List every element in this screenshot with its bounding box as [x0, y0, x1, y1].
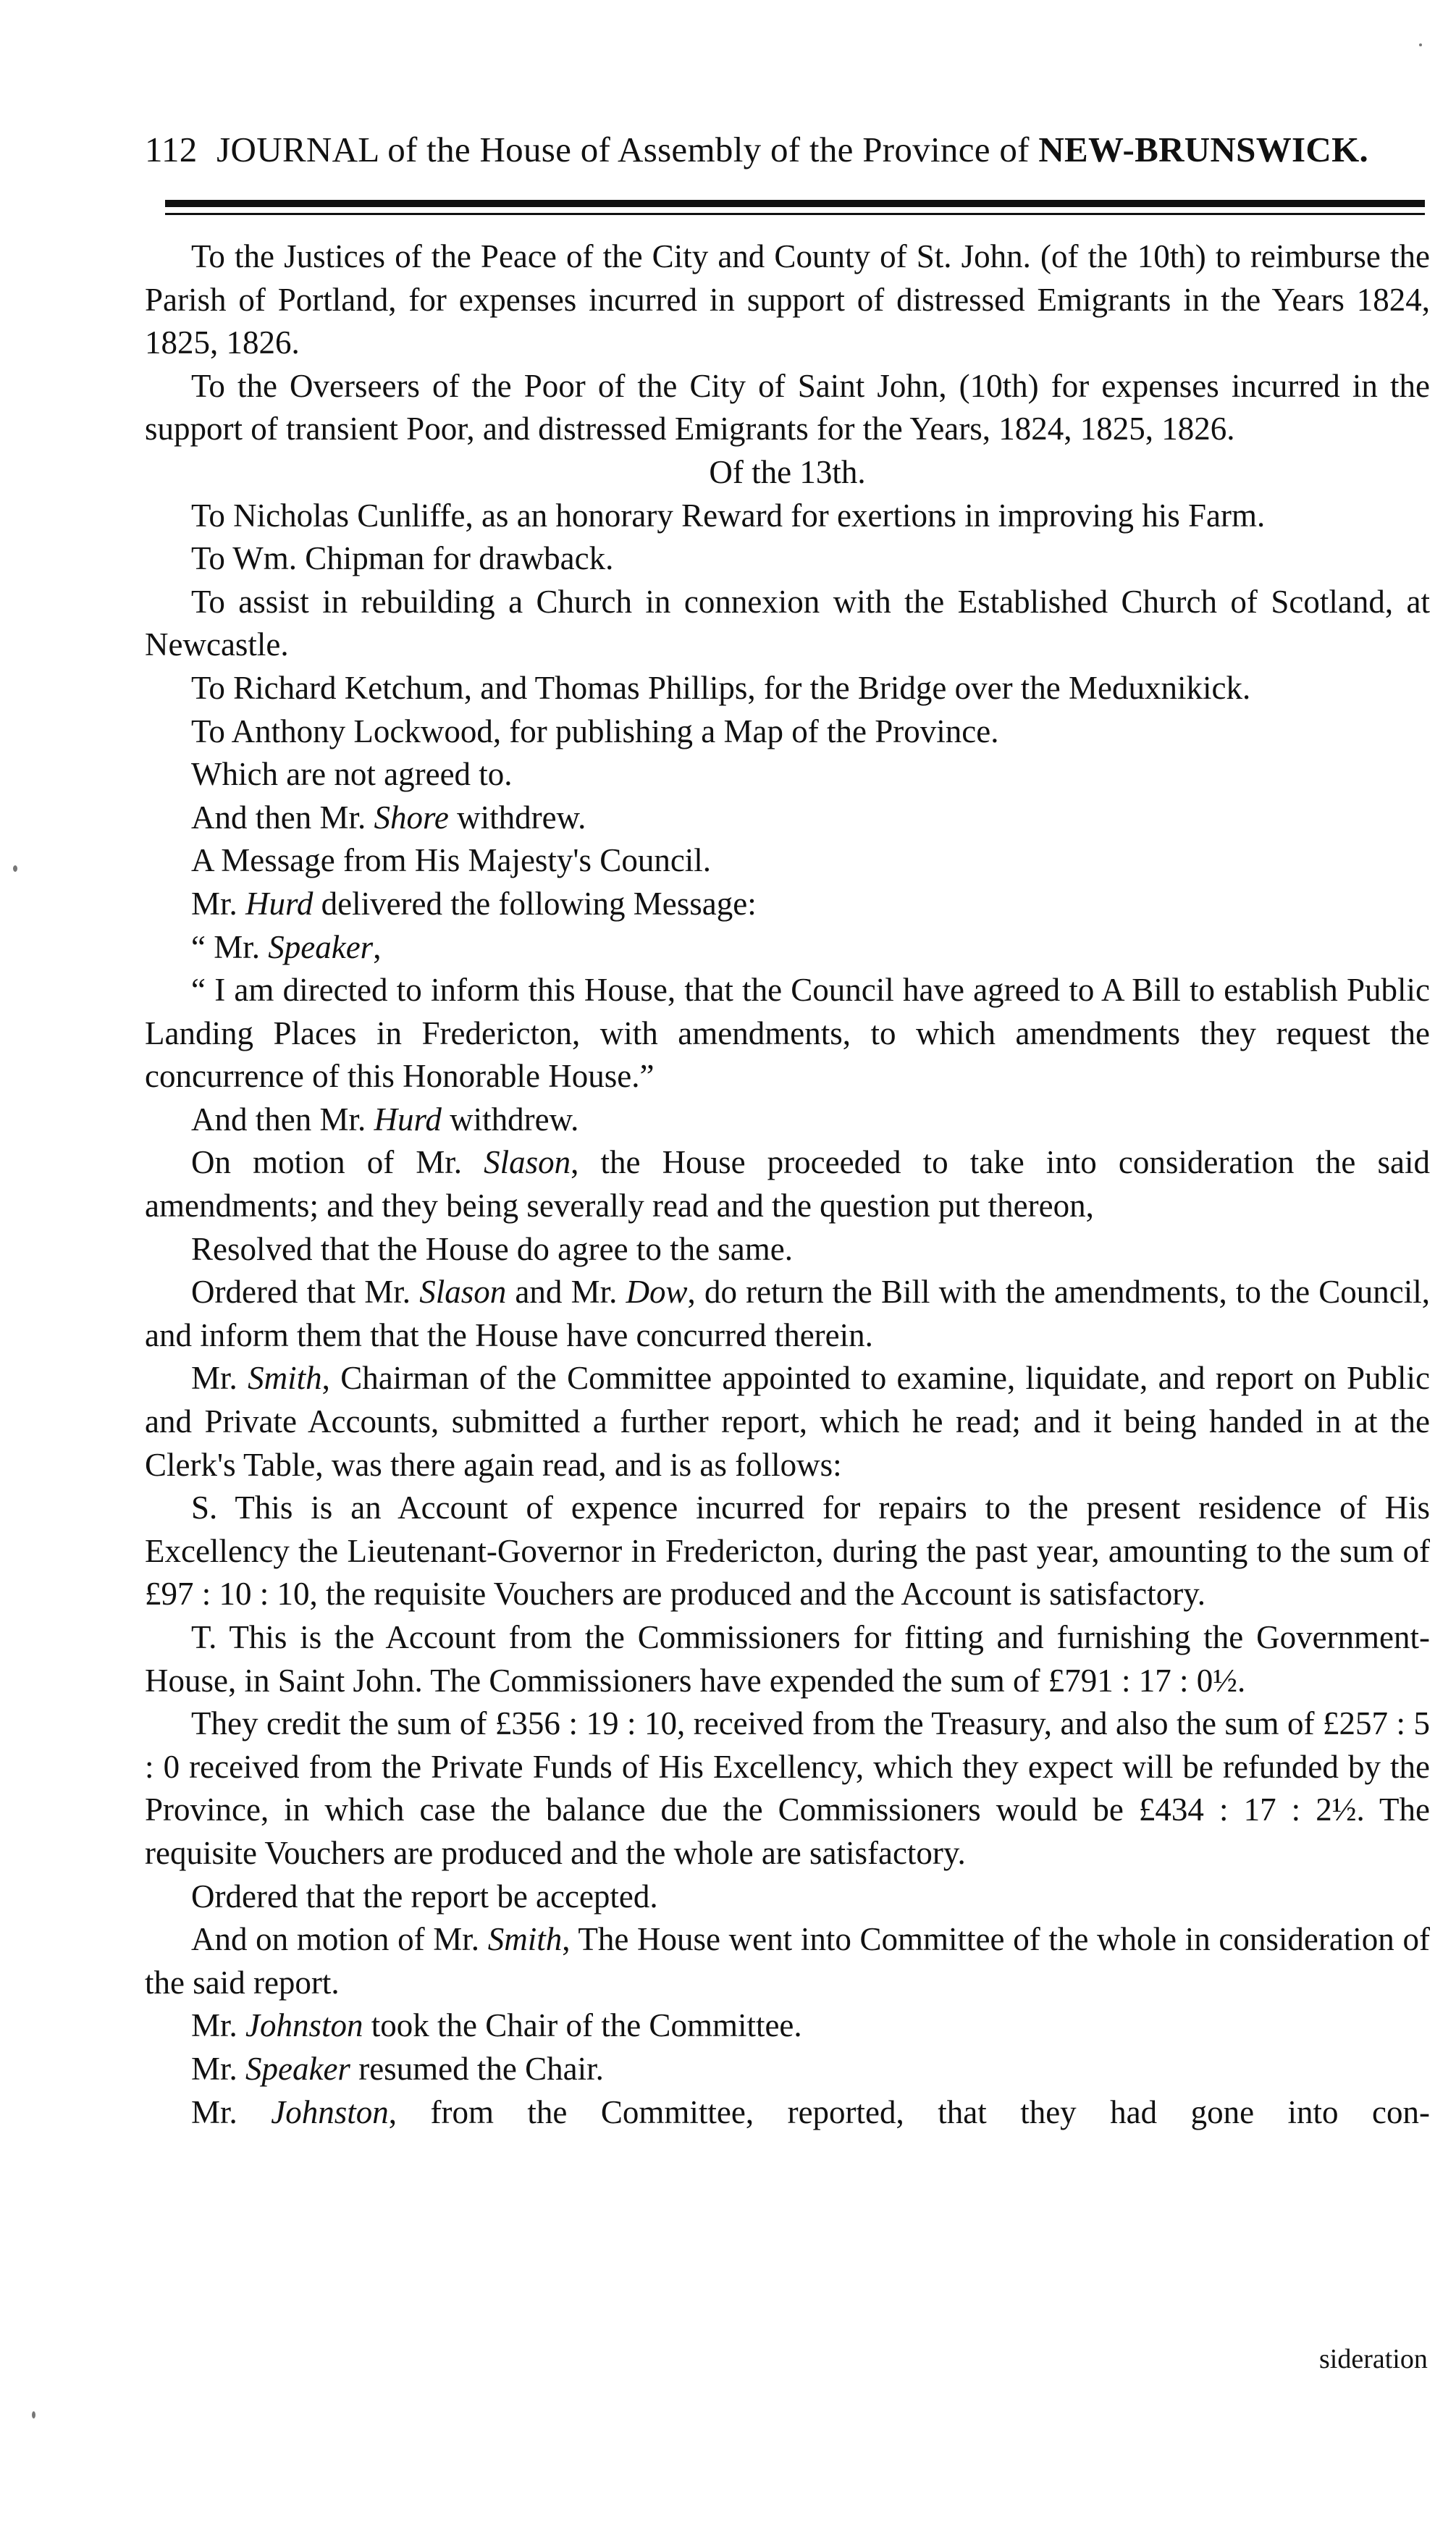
member-name: Johnston — [271, 2093, 389, 2130]
member-name: Slason — [419, 1274, 507, 1311]
paragraph-text: Mr. — [191, 885, 246, 922]
journal-body — [145, 235, 1430, 2134]
journal-paragraph: To Anthony Lockwood, for publishing a Map of the Province. — [191, 713, 999, 749]
paragraph-text: “ Mr. — [191, 928, 269, 965]
paragraph-text: Ordered that Mr. — [191, 1274, 420, 1311]
journal-paragraph: To the Overseers of the Poor of the City of Saint John, (10th) for expenses incurred in the support of transient Poor, and distressed Emigrants for the Years, 1824, 1825, 1826. — [145, 367, 1430, 447]
page-header — [145, 129, 1441, 170]
journal-paragraph: Resolved that the House do agree to the same. — [191, 1230, 794, 1267]
ink-speck — [32, 2411, 35, 2419]
header-rule-thin — [165, 213, 1425, 215]
catchword: sideration — [1319, 2344, 1428, 2374]
journal-paragraph: Of the 13th. — [709, 453, 866, 490]
member-name: Johnston — [245, 2007, 363, 2044]
journal-paragraph: They credit the sum of £356 : 19 : 10, received from the Treasury, and also the sum of £257 : 5 : 0 received from the Private Funds of His Excellency, which they expect will be refunded by the Province, in which case the balance due the Commissioners would be £434 : 17 : 2½. The requisite Vouchers are produced and the whole are satisfactory. — [145, 1705, 1430, 1871]
journal-paragraph — [145, 1141, 1430, 1227]
paragraph-text: Mr. — [191, 1360, 248, 1397]
member-name: Slason — [484, 1144, 571, 1181]
journal-paragraph — [145, 2004, 1430, 2048]
journal-paragraph — [145, 1918, 1430, 2004]
journal-paragraph: To Nicholas Cunliffe, as an honorary Reward for exertions in improving his Farm. — [191, 497, 1266, 534]
journal-paragraph — [145, 926, 1430, 970]
paragraph-text: withdrew. — [441, 1101, 579, 1138]
paragraph-text: Mr. — [191, 2093, 272, 2130]
paragraph-text: , from the Committee, reported, that they had gone into con- — [388, 2093, 1430, 2130]
journal-paragraph: A Message from His Majesty's Council. — [191, 842, 712, 879]
journal-paragraph: To assist in rebuilding a Church in connexion with the Established Church of Scotland, at Newcastle. — [145, 583, 1430, 663]
journal-paragraph — [145, 1098, 1430, 1142]
journal-paragraph: Ordered that the report be accepted. — [191, 1878, 658, 1915]
paragraph-text: And then Mr. — [191, 799, 374, 836]
paragraph-text: And then Mr. — [191, 1101, 374, 1138]
paragraph-text: took the Chair of the Committee. — [363, 2007, 802, 2044]
ink-speck — [1419, 43, 1422, 46]
journal-paragraph: To Richard Ketchum, and Thomas Phillips, for the Bridge over the Meduxnikick. — [191, 669, 1251, 706]
header-rule-thick — [165, 200, 1425, 207]
journal-title: JOURNAL of the House of Assembly of the Province of — [216, 130, 1030, 169]
paragraph-text: and Mr. — [506, 1274, 626, 1311]
journal-paragraph: “ I am directed to inform this House, that the Council have agreed to A Bill to establish Public Landing Places in Fredericton, with amendments, to which amendments they request the concurrence of this Honorable House.” — [145, 972, 1430, 1095]
paragraph-text: , the House proceeded to take into consideration the said amendments; and they being severally read and the question put thereon, — [145, 1144, 1430, 1224]
paragraph-text: On motion of Mr. — [191, 1144, 484, 1181]
journal-paragraph — [145, 2048, 1430, 2091]
member-name: Hurd — [374, 1101, 442, 1138]
journal-paragraph — [145, 2091, 1430, 2135]
journal-paragraph: To the Justices of the Peace of the City and County of St. John. (of the 10th) to reimburse the Parish of Portland, for expenses incurred in support of distressed Emigrants in the Years 1824, 1825, 1826. — [145, 238, 1430, 361]
paragraph-text: delivered the following Message: — [313, 885, 757, 922]
journal-paragraph — [145, 797, 1430, 840]
journal-paragraph — [145, 1271, 1430, 1357]
paragraph-text: , do return the Bill with the amendments, to the Council, and inform them that the House have concurred therein. — [145, 1274, 1430, 1353]
paragraph-text: Mr. — [191, 2007, 246, 2044]
member-name: Speaker — [268, 928, 374, 965]
member-name: Dow — [626, 1274, 688, 1311]
member-name: Speaker — [245, 2050, 350, 2087]
member-name: Smith — [248, 1360, 322, 1397]
paragraph-text: And on motion of Mr. — [191, 1921, 488, 1958]
paragraph-text: Mr. — [191, 2050, 246, 2087]
page-number: 112 — [145, 130, 198, 169]
paragraph-text: , — [373, 928, 382, 965]
paragraph-text: resumed the Chair. — [350, 2050, 604, 2087]
paragraph-text: withdrew. — [448, 799, 586, 836]
member-name: Smith — [487, 1921, 563, 1958]
journal-paragraph: Which are not agreed to. — [191, 756, 513, 793]
journal-paragraph — [145, 883, 1430, 926]
journal-paragraph: S. This is an Account of expence incurred for repairs to the present residence of His Excellency the Lieutenant-Governor in Fredericton, during the past year, amounting to the sum of £97 : 10 : 10, the requisite Vouchers are produced and the Account is satisfactory. — [145, 1489, 1430, 1613]
member-name: Shore — [374, 799, 449, 836]
journal-paragraph: To Wm. Chipman for drawback. — [191, 540, 614, 577]
member-name: Hurd — [245, 885, 313, 922]
province-name: NEW-BRUNSWICK. — [1038, 130, 1369, 169]
journal-paragraph: T. This is the Account from the Commissioners for fitting and furnishing the Government-House, in Saint John. The Commissioners have expended the sum of £791 : 17 : 0½. — [145, 1619, 1430, 1699]
journal-paragraph — [145, 1357, 1430, 1487]
ink-speck — [13, 865, 17, 872]
paragraph-text: , The House went into Committee of the whole in consideration of the said report. — [145, 1921, 1430, 2001]
paragraph-text: , Chairman of the Committee appointed to examine, liquidate, and report on Public and Private Accounts, submitted a further report, which he read; and it being handed in at the Clerk's Table, was there again read, and is as follows: — [145, 1360, 1430, 1483]
